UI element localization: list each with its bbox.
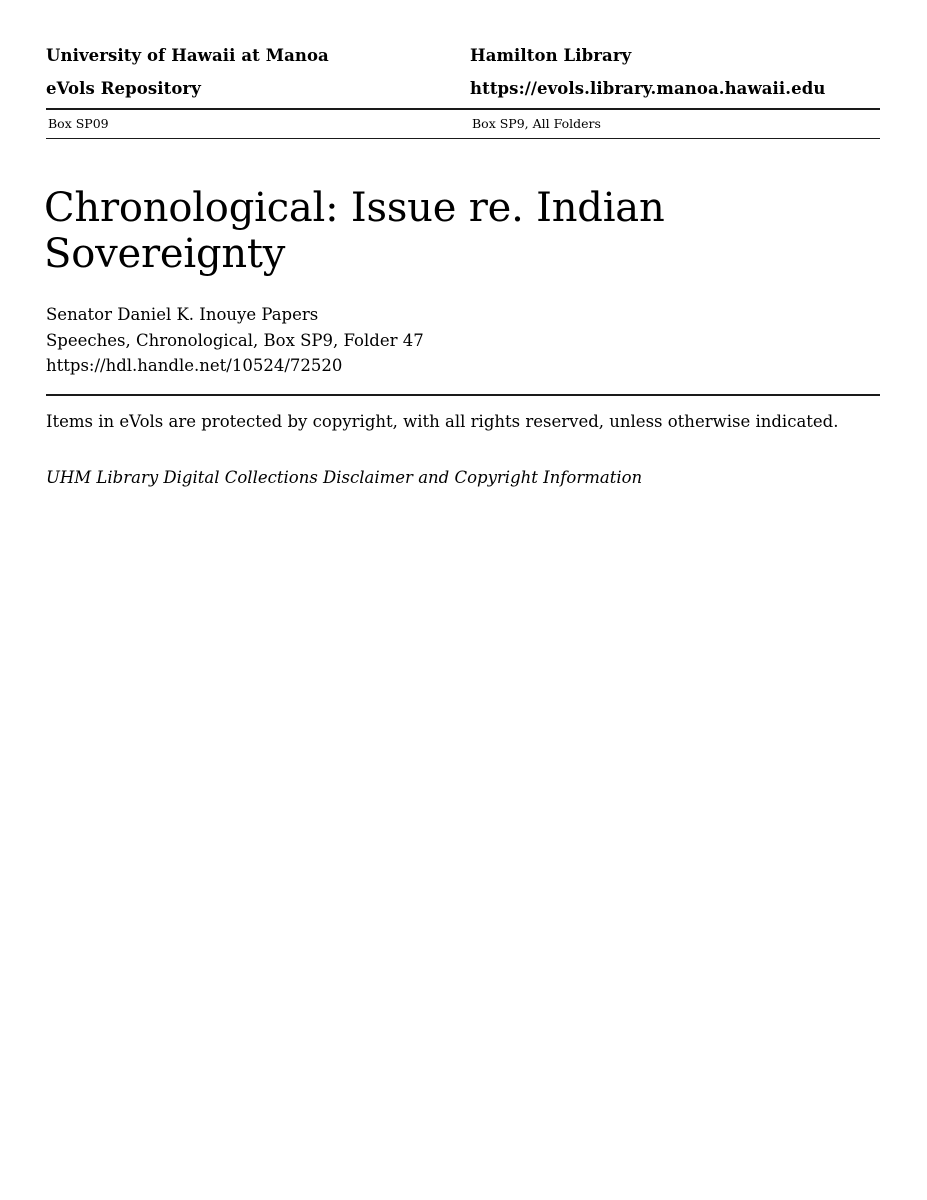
header-row-repository	[46, 79, 880, 98]
header-divider-bottom	[46, 138, 880, 139]
repository-url[interactable]: https://evols.library.manoa.hawaii.edu	[470, 79, 826, 98]
repository-name: eVols Repository	[46, 79, 201, 98]
institution-name: University of Hawaii at Manoa	[46, 46, 329, 65]
page-title: Chronological: Issue re. Indian Sovereignty	[44, 185, 665, 277]
header-row-institution	[46, 46, 880, 65]
library-name: Hamilton Library	[470, 46, 632, 65]
series-name: Speeches, Chronological, Box SP9, Folder 47	[46, 330, 424, 350]
box-label: Box SP09	[48, 116, 109, 131]
disclaimer-link[interactable]: UHM Library Digital Collections Disclaimer and Copyright Information	[46, 468, 643, 487]
metadata-divider	[46, 394, 880, 396]
header-divider-top	[46, 108, 880, 110]
collection-name: Senator Daniel K. Inouye Papers	[46, 305, 319, 324]
document-header	[46, 46, 880, 139]
handle-url[interactable]: https://hdl.handle.net/10524/72520	[46, 356, 343, 375]
document-metadata	[46, 302, 880, 396]
rights-statement: Items in eVols are protected by copyright, with all rights reserved, unless otherwise indicated.	[46, 412, 839, 431]
folders-label: Box SP9, All Folders	[472, 116, 601, 131]
header-row-box	[46, 116, 880, 131]
